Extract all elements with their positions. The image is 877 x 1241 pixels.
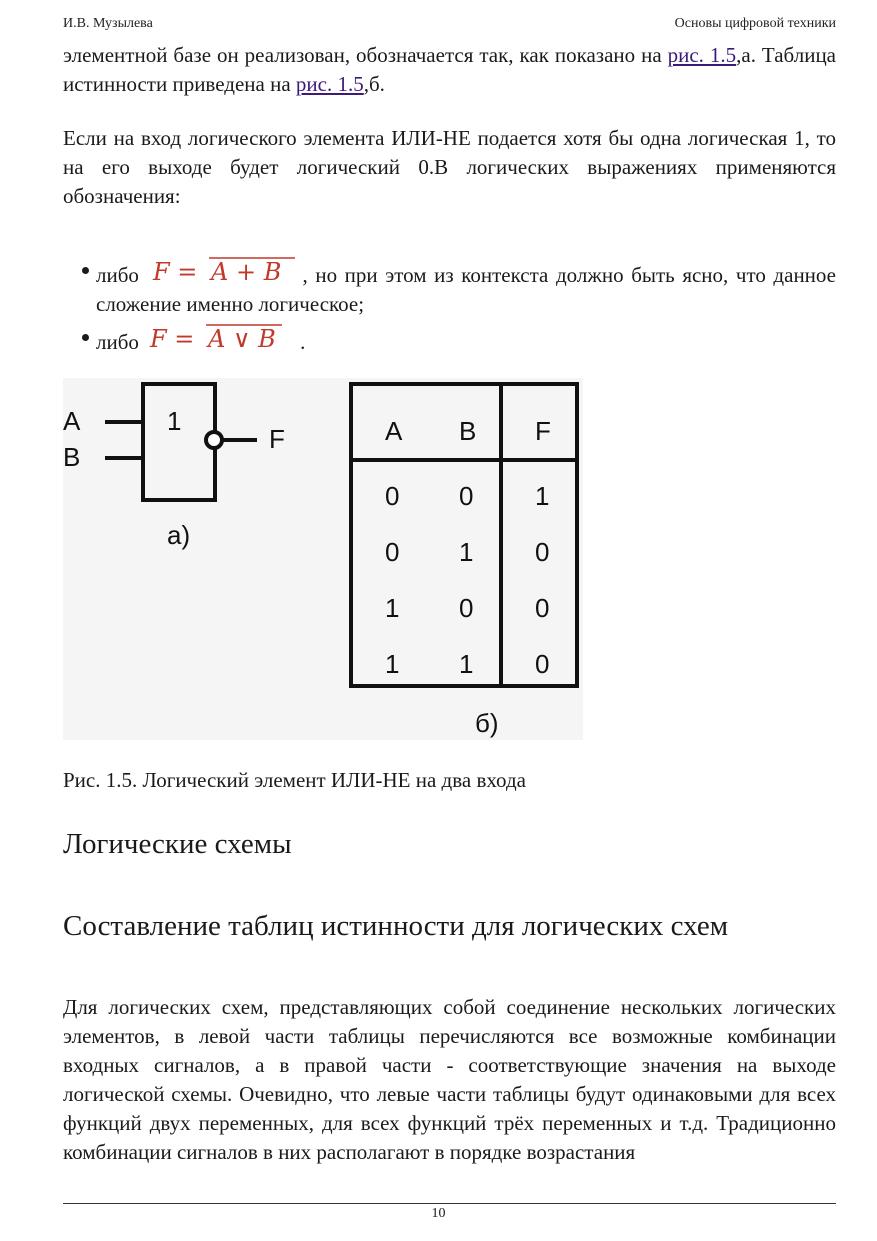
formula-nor-vee [148,323,296,355]
truth-table-header-a: A [385,416,403,446]
bullet-item-plus [96,256,836,319]
bullet-lead: либо [96,263,139,287]
bullet-lead: либо [96,330,139,354]
truth-table-cell: 0 [535,537,550,567]
truth-table-header-b: B [459,416,477,446]
formula-nor-plus [151,256,299,288]
inversion-bubble [206,432,222,448]
running-header-author: И.В. Музылева [63,16,153,31]
truth-table-cell: 0 [459,481,474,511]
section-heading: Логические схемы [63,828,292,860]
bullet-dot [82,267,89,274]
intro-text-end: ,б. [363,72,385,96]
input-a-label: A [63,406,81,436]
truth-table-cell: 0 [459,593,474,623]
truth-table-paragraph: Для логических схем, представляющих собой соединение нескольких логических элементов, в левой части таблицы перечисляются все возможные комбинации входных сигналов, а в правой части - соответствующие значения на выходе логической схемы. Очевидно, что левые части таблицы будут одинаковыми для всех функций двух переменных, для всех функций трёх переменных и т.д. Традиционно комбинации сигналов в них располагают в порядке возрастания [63,995,836,1164]
truth-table-cell: 1 [385,593,400,623]
output-label: F [269,424,285,454]
truth-table-cell: 0 [385,481,400,511]
gate-symbol: 1 [167,406,182,436]
bullet-tail: , но при этом из контекста должно быть ясно, что данное сложение именно логическое; [96,263,836,316]
footer-rule [63,1203,836,1204]
intro-text-start: элементной базе он реализован, обозначается так, как показано на [63,43,668,67]
bullet-dot [82,334,89,341]
page-number: 10 [431,1206,446,1221]
figure-caption: Рис. 1.5. Логический элемент ИЛИ-НЕ на два входа [63,768,526,792]
intro-text-mid: ,а. Таблица истинности приведена на [63,43,836,96]
intro-paragraph [63,41,836,99]
truth-table-cell: 1 [535,481,550,511]
formula-rhs: A ∨ B [208,325,276,353]
formula-lhs: F = [150,325,195,353]
truth-table-cell: 1 [459,649,474,679]
figure-link-b[interactable]: рис. 1.5 [295,72,364,96]
subsection-heading: Составление таблиц истинности для логических схем [63,910,729,942]
figure-link-a[interactable]: рис. 1.5 [667,43,737,67]
gate-figure-label: а) [167,520,191,550]
nor-description-paragraph: Если на вход логического элемента ИЛИ-НЕ подается хотя бы одна логическая 1, то на его выходе будет логический 0.В логических выражениях применяются обозначения: [63,126,836,208]
running-header-title: Основы цифровой техники [674,16,836,31]
input-b-label: B [63,442,81,472]
truth-table-cell: 0 [535,649,550,679]
table-figure-label: б) [475,708,499,738]
truth-table-cell: 0 [385,537,400,567]
bullet-item-or [96,323,836,357]
truth-table-cell: 1 [385,649,400,679]
formula-rhs: A + B [210,258,281,286]
truth-table-header-f: F [535,416,551,446]
bullet-tail: . [300,330,306,354]
figure-nor-gate [63,378,583,740]
truth-table-cell: 1 [459,537,474,567]
formula-lhs: F = [152,258,197,286]
truth-table-cell: 0 [535,593,550,623]
